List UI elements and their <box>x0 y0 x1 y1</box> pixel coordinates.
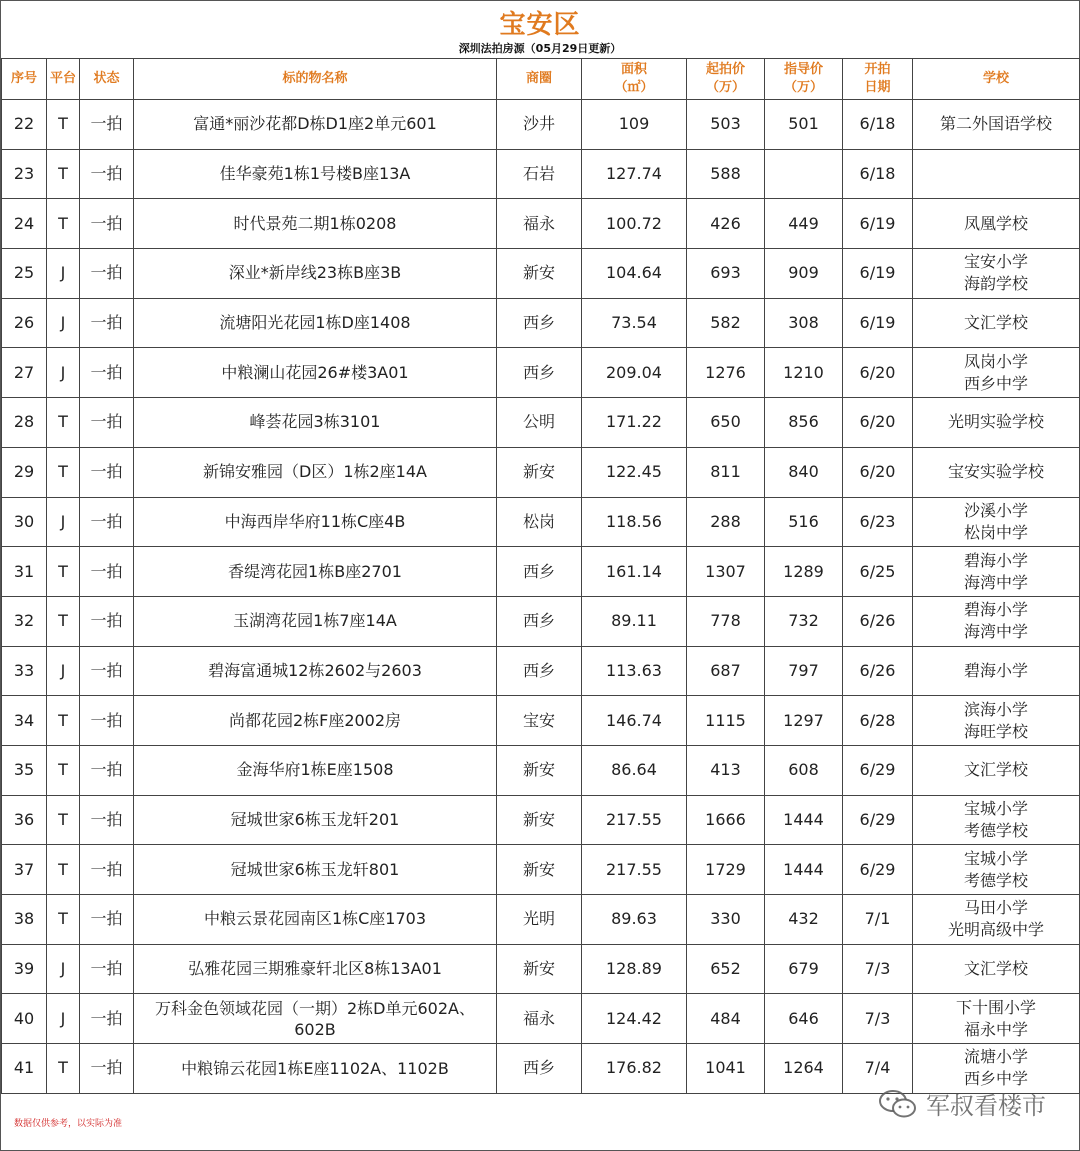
row-guide-price: 432 <box>765 895 843 945</box>
row-no: 36 <box>2 795 47 845</box>
row-name: 香缇湾花园1栋B座2701 <box>134 547 497 597</box>
row-status: 一拍 <box>80 547 134 597</box>
header-platform: 平台 <box>47 59 80 100</box>
row-platform: J <box>47 944 80 994</box>
row-date: 6/20 <box>843 447 913 497</box>
row-name: 万科金色领域花园（一期）2栋D单元602A、602B <box>134 994 497 1044</box>
row-start-price: 778 <box>687 596 765 646</box>
row-date: 6/26 <box>843 646 913 696</box>
row-name: 深业*新岸线23栋B座3B <box>134 249 497 299</box>
row-guide-price: 840 <box>765 447 843 497</box>
row-no: 31 <box>2 547 47 597</box>
row-no: 37 <box>2 845 47 895</box>
table-row <box>2 596 1080 646</box>
row-platform: T <box>47 596 80 646</box>
row-name: 中粮锦云花园1栋E座1102A、1102B <box>134 1044 497 1094</box>
row-zone: 西乡 <box>497 298 582 348</box>
row-platform: T <box>47 745 80 795</box>
row-start-price: 650 <box>687 398 765 448</box>
row-zone: 西乡 <box>497 348 582 398</box>
header-school: 学校 <box>913 59 1080 100</box>
row-date: 7/3 <box>843 994 913 1044</box>
school-name: 西乡中学 <box>963 373 1028 393</box>
row-name: 金海华府1栋E座1508 <box>134 745 497 795</box>
row-size: 146.74 <box>582 696 687 746</box>
row-guide-price: 1297 <box>765 696 843 746</box>
table-row <box>2 547 1080 597</box>
row-school <box>913 646 1080 696</box>
school-name: 流塘小学 <box>963 1047 1028 1067</box>
row-size: 73.54 <box>582 298 687 348</box>
row-size: 128.89 <box>582 944 687 994</box>
row-school <box>913 745 1080 795</box>
row-zone: 新安 <box>497 745 582 795</box>
row-start-price: 687 <box>687 646 765 696</box>
row-start-price: 1115 <box>687 696 765 746</box>
watermark <box>878 1086 1046 1121</box>
header-guide-line2: （万） <box>783 80 823 95</box>
row-size: 118.56 <box>582 497 687 547</box>
school-name: 考德学校 <box>963 870 1028 890</box>
row-start-price: 588 <box>687 149 765 199</box>
row-guide-price: 608 <box>765 745 843 795</box>
header-date-line2: 日期 <box>864 80 891 95</box>
row-size: 109 <box>582 100 687 150</box>
row-guide-price: 1444 <box>765 795 843 845</box>
row-no: 34 <box>2 696 47 746</box>
row-size: 86.64 <box>582 745 687 795</box>
header-no: 序号 <box>2 59 47 100</box>
row-school <box>913 398 1080 448</box>
row-start-price: 288 <box>687 497 765 547</box>
table-row <box>2 646 1080 696</box>
school-name: 海湾中学 <box>963 572 1028 592</box>
row-school <box>913 895 1080 945</box>
row-zone: 西乡 <box>497 547 582 597</box>
row-no: 26 <box>2 298 47 348</box>
header-start-price <box>687 59 765 100</box>
row-status: 一拍 <box>80 944 134 994</box>
row-size: 217.55 <box>582 845 687 895</box>
row-name: 富通*丽沙花都D栋D1座2单元601 <box>134 100 497 150</box>
row-start-price: 330 <box>687 895 765 945</box>
row-date: 6/19 <box>843 199 913 249</box>
row-size: 209.04 <box>582 348 687 398</box>
row-date: 6/20 <box>843 398 913 448</box>
listing-table <box>1 58 1080 1094</box>
row-no: 35 <box>2 745 47 795</box>
table-row <box>2 199 1080 249</box>
row-no: 24 <box>2 199 47 249</box>
row-platform: J <box>47 249 80 299</box>
school-name: 宝安小学 <box>963 252 1028 272</box>
row-zone: 光明 <box>497 895 582 945</box>
row-guide-price: 856 <box>765 398 843 448</box>
row-platform: J <box>47 646 80 696</box>
row-date: 7/3 <box>843 944 913 994</box>
row-zone: 西乡 <box>497 1044 582 1094</box>
row-platform: T <box>47 845 80 895</box>
row-start-price: 1666 <box>687 795 765 845</box>
row-no: 33 <box>2 646 47 696</box>
row-status: 一拍 <box>80 348 134 398</box>
row-school <box>913 696 1080 746</box>
header-date-line1: 开拍 <box>864 62 891 77</box>
table-row <box>2 795 1080 845</box>
row-size: 161.14 <box>582 547 687 597</box>
row-no: 25 <box>2 249 47 299</box>
row-date: 6/18 <box>843 100 913 150</box>
row-name: 新锦安雅园（D区）1栋2座14A <box>134 447 497 497</box>
row-status: 一拍 <box>80 596 134 646</box>
row-name: 冠城世家6栋玉龙轩201 <box>134 795 497 845</box>
row-platform: T <box>47 149 80 199</box>
row-date: 6/23 <box>843 497 913 547</box>
row-no: 22 <box>2 100 47 150</box>
row-school <box>913 298 1080 348</box>
row-size: 176.82 <box>582 1044 687 1094</box>
row-size: 217.55 <box>582 795 687 845</box>
row-no: 27 <box>2 348 47 398</box>
school-name: 光明实验学校 <box>947 412 1044 432</box>
row-name: 玉湖湾花园1栋7座14A <box>134 596 497 646</box>
row-size: 113.63 <box>582 646 687 696</box>
row-no: 23 <box>2 149 47 199</box>
row-school <box>913 249 1080 299</box>
row-platform: T <box>47 547 80 597</box>
row-zone: 西乡 <box>497 596 582 646</box>
table-body <box>2 100 1080 1094</box>
row-date: 6/29 <box>843 745 913 795</box>
row-no: 30 <box>2 497 47 547</box>
row-name: 中粮云景花园南区1栋C座1703 <box>134 895 497 945</box>
row-start-price: 413 <box>687 745 765 795</box>
row-guide-price: 732 <box>765 596 843 646</box>
school-name: 海旺学校 <box>963 721 1028 741</box>
row-no: 41 <box>2 1044 47 1094</box>
row-size: 122.45 <box>582 447 687 497</box>
table-row <box>2 398 1080 448</box>
row-zone: 新安 <box>497 845 582 895</box>
row-school <box>913 547 1080 597</box>
row-no: 40 <box>2 994 47 1044</box>
row-zone: 公明 <box>497 398 582 448</box>
row-start-price: 693 <box>687 249 765 299</box>
row-guide-price: 1210 <box>765 348 843 398</box>
row-no: 38 <box>2 895 47 945</box>
header-zone: 商圈 <box>497 59 582 100</box>
row-zone: 福永 <box>497 994 582 1044</box>
row-school <box>913 348 1080 398</box>
page-title: 宝安区 <box>499 10 581 40</box>
row-no: 28 <box>2 398 47 448</box>
row-name: 冠城世家6栋玉龙轩801 <box>134 845 497 895</box>
row-platform: T <box>47 100 80 150</box>
row-size: 89.63 <box>582 895 687 945</box>
row-school <box>913 149 1080 199</box>
school-name: 福永中学 <box>963 1019 1028 1039</box>
table-row <box>2 100 1080 150</box>
watermark-text: 军叔看楼市 <box>926 1092 1046 1120</box>
wechat-icon <box>878 1089 918 1119</box>
row-status: 一拍 <box>80 895 134 945</box>
row-start-price: 426 <box>687 199 765 249</box>
table-row <box>2 298 1080 348</box>
row-zone: 新安 <box>497 795 582 845</box>
school-name: 松岗中学 <box>963 522 1028 542</box>
row-guide-price: 1289 <box>765 547 843 597</box>
table-row <box>2 348 1080 398</box>
table-row <box>2 745 1080 795</box>
school-name: 文汇学校 <box>963 959 1028 979</box>
header-size <box>582 59 687 100</box>
row-date: 6/29 <box>843 795 913 845</box>
row-status: 一拍 <box>80 447 134 497</box>
row-platform: T <box>47 199 80 249</box>
row-no: 32 <box>2 596 47 646</box>
row-name: 时代景苑二期1栋0208 <box>134 199 497 249</box>
school-name: 宝城小学 <box>963 798 1028 818</box>
table-row <box>2 895 1080 945</box>
header-status: 状态 <box>80 59 134 100</box>
header-start-line1: 起拍价 <box>705 62 745 77</box>
row-guide-price: 646 <box>765 994 843 1044</box>
row-status: 一拍 <box>80 497 134 547</box>
row-date: 6/18 <box>843 149 913 199</box>
row-platform: T <box>47 447 80 497</box>
row-zone: 新安 <box>497 447 582 497</box>
row-status: 一拍 <box>80 845 134 895</box>
row-name: 弘雅花园三期雅豪轩北区8栋13A01 <box>134 944 497 994</box>
header-date <box>843 59 913 100</box>
table-row <box>2 944 1080 994</box>
row-guide-price: 516 <box>765 497 843 547</box>
row-zone: 新安 <box>497 249 582 299</box>
table-row <box>2 696 1080 746</box>
row-status: 一拍 <box>80 1044 134 1094</box>
row-date: 6/20 <box>843 348 913 398</box>
school-name: 海湾中学 <box>963 622 1028 642</box>
row-date: 6/28 <box>843 696 913 746</box>
row-status: 一拍 <box>80 646 134 696</box>
school-name: 滨海小学 <box>963 699 1028 719</box>
row-start-price: 503 <box>687 100 765 150</box>
row-name: 中海西岸华府11栋C座4B <box>134 497 497 547</box>
row-guide-price: 909 <box>765 249 843 299</box>
row-no: 29 <box>2 447 47 497</box>
row-status: 一拍 <box>80 298 134 348</box>
row-platform: T <box>47 795 80 845</box>
row-guide-price: 797 <box>765 646 843 696</box>
row-date: 7/1 <box>843 895 913 945</box>
row-date: 6/19 <box>843 249 913 299</box>
row-school <box>913 100 1080 150</box>
row-date: 6/25 <box>843 547 913 597</box>
row-guide-price: 1264 <box>765 1044 843 1094</box>
row-status: 一拍 <box>80 745 134 795</box>
row-status: 一拍 <box>80 149 134 199</box>
school-name: 凤凰学校 <box>963 213 1028 233</box>
school-name: 沙溪小学 <box>963 500 1028 520</box>
row-school <box>913 596 1080 646</box>
row-zone: 福永 <box>497 199 582 249</box>
row-date: 6/29 <box>843 845 913 895</box>
school-name: 宝安实验学校 <box>947 462 1044 482</box>
row-guide-price: 501 <box>765 100 843 150</box>
row-name: 峰荟花园3栋3101 <box>134 398 497 448</box>
row-guide-price <box>765 149 843 199</box>
school-name: 海韵学校 <box>963 274 1028 294</box>
row-start-price: 811 <box>687 447 765 497</box>
row-status: 一拍 <box>80 100 134 150</box>
row-school <box>913 795 1080 845</box>
row-platform: T <box>47 1044 80 1094</box>
school-name: 光明高级中学 <box>947 920 1044 940</box>
row-status: 一拍 <box>80 199 134 249</box>
row-start-price: 1041 <box>687 1044 765 1094</box>
row-size: 171.22 <box>582 398 687 448</box>
school-name: 下十围小学 <box>955 997 1036 1017</box>
row-name: 流塘阳光花园1栋D座1408 <box>134 298 497 348</box>
table-row <box>2 249 1080 299</box>
row-school <box>913 497 1080 547</box>
row-zone: 西乡 <box>497 646 582 696</box>
row-size: 124.42 <box>582 994 687 1044</box>
row-size: 104.64 <box>582 249 687 299</box>
row-platform: J <box>47 994 80 1044</box>
header-size-line1: 面积 <box>620 62 647 77</box>
table-row <box>2 447 1080 497</box>
row-platform: J <box>47 348 80 398</box>
row-zone: 新安 <box>497 944 582 994</box>
school-name: 碧海小学 <box>963 600 1028 620</box>
row-start-price: 1307 <box>687 547 765 597</box>
school-name: 文汇学校 <box>963 760 1028 780</box>
row-guide-price: 308 <box>765 298 843 348</box>
row-date: 6/26 <box>843 596 913 646</box>
row-status: 一拍 <box>80 249 134 299</box>
row-name: 碧海富通城12栋2602与2603 <box>134 646 497 696</box>
header-guide-price <box>765 59 843 100</box>
row-guide-price: 449 <box>765 199 843 249</box>
row-platform: J <box>47 298 80 348</box>
row-no: 39 <box>2 944 47 994</box>
row-guide-price: 679 <box>765 944 843 994</box>
row-date: 7/4 <box>843 1044 913 1094</box>
disclaimer-note: 数据仅供参考，以实际为准 <box>14 1119 123 1129</box>
row-size: 127.74 <box>582 149 687 199</box>
table-row <box>2 149 1080 199</box>
school-name: 考德学校 <box>963 820 1028 840</box>
row-guide-price: 1444 <box>765 845 843 895</box>
row-school <box>913 447 1080 497</box>
row-name: 尚都花园2栋F座2002房 <box>134 696 497 746</box>
row-start-price: 1276 <box>687 348 765 398</box>
header-start-line2: （万） <box>705 80 745 95</box>
header-name: 标的物名称 <box>134 59 497 100</box>
row-start-price: 652 <box>687 944 765 994</box>
school-name: 马田小学 <box>963 898 1028 918</box>
row-date: 6/19 <box>843 298 913 348</box>
school-name: 凤岗小学 <box>963 351 1028 371</box>
table-row <box>2 994 1080 1044</box>
table-row <box>2 845 1080 895</box>
row-size: 89.11 <box>582 596 687 646</box>
row-start-price: 1729 <box>687 845 765 895</box>
table-row <box>2 497 1080 547</box>
row-status: 一拍 <box>80 696 134 746</box>
row-platform: T <box>47 895 80 945</box>
row-name: 佳华豪苑1栋1号楼B座13A <box>134 149 497 199</box>
school-name: 碧海小学 <box>963 550 1028 570</box>
page-subtitle: 深圳法拍房源（05月29日更新） <box>458 42 622 55</box>
row-start-price: 484 <box>687 994 765 1044</box>
school-name: 碧海小学 <box>963 660 1028 680</box>
header-row <box>2 59 1080 100</box>
row-school <box>913 845 1080 895</box>
row-name: 中粮澜山花园26#楼3A01 <box>134 348 497 398</box>
row-status: 一拍 <box>80 795 134 845</box>
school-name: 第二外国语学校 <box>939 114 1052 134</box>
header-size-line2: （㎡） <box>614 80 654 95</box>
row-school <box>913 199 1080 249</box>
row-platform: T <box>47 398 80 448</box>
row-zone: 沙井 <box>497 100 582 150</box>
school-name: 宝城小学 <box>963 848 1028 868</box>
school-name: 西乡中学 <box>963 1069 1028 1089</box>
row-size: 100.72 <box>582 199 687 249</box>
row-platform: T <box>47 696 80 746</box>
row-status: 一拍 <box>80 994 134 1044</box>
row-school <box>913 994 1080 1044</box>
row-zone: 石岩 <box>497 149 582 199</box>
row-zone: 宝安 <box>497 696 582 746</box>
row-platform: J <box>47 497 80 547</box>
row-start-price: 582 <box>687 298 765 348</box>
school-name: 文汇学校 <box>963 313 1028 333</box>
row-status: 一拍 <box>80 398 134 448</box>
header-guide-line1: 指导价 <box>783 62 823 77</box>
row-zone: 松岗 <box>497 497 582 547</box>
row-school <box>913 944 1080 994</box>
